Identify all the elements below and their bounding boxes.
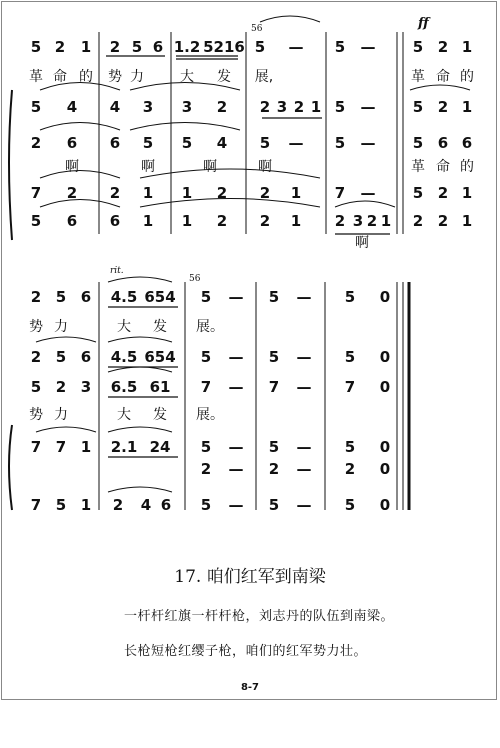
note: 5 xyxy=(412,134,424,152)
note: 2 xyxy=(268,460,280,478)
system-1-notes-row-5 xyxy=(0,212,500,232)
note: 1 xyxy=(142,184,154,202)
time-signature: 56 xyxy=(189,274,201,284)
note: 4 xyxy=(109,98,121,116)
note: — xyxy=(228,460,244,478)
note: 6 xyxy=(160,496,172,514)
note: 0 xyxy=(379,438,391,456)
note: 3 xyxy=(181,98,193,116)
note: 1 xyxy=(310,98,322,116)
note: 5 xyxy=(181,134,193,152)
note: — xyxy=(360,184,376,202)
note: 7 xyxy=(344,378,356,396)
note: 7 xyxy=(334,184,346,202)
lyric: 力 xyxy=(54,407,68,423)
note: 4.5 xyxy=(110,288,138,306)
note: 1 xyxy=(461,212,473,230)
system-1-notes-row-3 xyxy=(0,134,500,154)
note: 2 xyxy=(54,38,66,56)
note: 2 xyxy=(216,212,228,230)
note: 2 xyxy=(437,38,449,56)
system-1-lyrics-row-1 xyxy=(0,66,500,84)
note: 7 xyxy=(268,378,280,396)
note: — xyxy=(296,496,312,514)
system-2-notes-row-5 xyxy=(0,460,500,480)
system-2-notes-row-3 xyxy=(0,378,500,398)
note: 2 xyxy=(437,98,449,116)
note: 5 xyxy=(30,98,42,116)
note: 654 xyxy=(144,288,176,306)
system-2-lyrics-row-2 xyxy=(0,404,500,422)
note: 5 xyxy=(200,288,212,306)
note: — xyxy=(360,134,376,152)
note: — xyxy=(288,134,304,152)
note: — xyxy=(228,438,244,456)
lyric: 的 xyxy=(460,159,474,175)
note: 2 xyxy=(30,348,42,366)
note: 6 xyxy=(109,134,121,152)
system-2-notes-row-6 xyxy=(0,496,500,516)
note: 5 xyxy=(334,98,346,116)
note: 24 xyxy=(149,438,171,456)
lyric: 发 xyxy=(153,319,167,335)
note: 7 xyxy=(200,378,212,396)
note: 5 xyxy=(142,134,154,152)
lyric: 展, xyxy=(254,69,274,85)
note: 4 xyxy=(216,134,228,152)
system-1-notes-row-1 xyxy=(0,38,500,58)
note: — xyxy=(228,496,244,514)
note: 5 xyxy=(254,38,266,56)
note: 2 xyxy=(216,184,228,202)
note: 3 xyxy=(80,378,92,396)
note: 1 xyxy=(80,438,92,456)
note: 2 xyxy=(109,184,121,202)
note: 0 xyxy=(379,288,391,306)
note: 1 xyxy=(461,98,473,116)
system-1-notes-row-2 xyxy=(0,98,500,118)
note: 5 xyxy=(344,288,356,306)
note: 5 xyxy=(268,438,280,456)
note: 5 xyxy=(344,348,356,366)
note: 6 xyxy=(80,348,92,366)
note: — xyxy=(360,98,376,116)
note: 2 xyxy=(216,98,228,116)
lyric: 大 xyxy=(180,69,194,85)
note: 4 xyxy=(66,98,78,116)
note: 5 xyxy=(344,496,356,514)
note: 5 xyxy=(268,348,280,366)
note: 2 xyxy=(55,378,67,396)
note: 5 xyxy=(268,496,280,514)
note: 1 xyxy=(142,212,154,230)
lyric: 展。 xyxy=(196,319,224,335)
note: 5 xyxy=(268,288,280,306)
dynamic-marking: ff xyxy=(418,16,429,31)
note: 1 xyxy=(290,184,302,202)
system-1-lyrics-row-3 xyxy=(0,232,500,250)
note: 5 xyxy=(200,496,212,514)
note: 5 xyxy=(200,438,212,456)
lyric: 力 xyxy=(54,319,68,335)
note: 5 xyxy=(334,134,346,152)
note: 1 xyxy=(181,184,193,202)
lyric: 啊 xyxy=(203,159,217,175)
note: 5 xyxy=(344,438,356,456)
ritardando-marking: rit. xyxy=(110,266,124,276)
lyric: 展。 xyxy=(196,407,224,423)
lyric: 革 xyxy=(29,69,43,85)
system-2-notes-row-1 xyxy=(0,288,500,308)
note: 6 xyxy=(109,212,121,230)
lyric: 发 xyxy=(217,69,231,85)
note: 6 xyxy=(437,134,449,152)
system-2-notes-row-4 xyxy=(0,438,500,458)
note: 2 xyxy=(334,212,346,230)
note: 0 xyxy=(379,496,391,514)
note: 2 xyxy=(437,212,449,230)
note: 2.1 xyxy=(110,438,138,456)
note: 5 xyxy=(30,378,42,396)
note: 6.5 xyxy=(110,378,138,396)
lyric: 命 xyxy=(53,69,67,85)
lyric: 势 xyxy=(29,407,43,423)
note: 1 xyxy=(181,212,193,230)
lyric: 革 xyxy=(411,69,425,85)
note: 1 xyxy=(80,38,92,56)
note: — xyxy=(360,38,376,56)
note: 7 xyxy=(30,496,42,514)
note: 2 xyxy=(366,212,378,230)
note: 2 xyxy=(200,460,212,478)
note: 3 xyxy=(352,212,364,230)
note: — xyxy=(296,288,312,306)
note: — xyxy=(296,438,312,456)
note: 7 xyxy=(30,438,42,456)
note: 2 xyxy=(293,98,305,116)
score-system-2 xyxy=(0,260,500,550)
note: 2 xyxy=(412,212,424,230)
note: — xyxy=(296,460,312,478)
song-verse-1: 一杆杆红旗一杆杆枪，刘志丹的队伍到南梁。 xyxy=(124,609,395,624)
lyric: 命 xyxy=(436,69,450,85)
lyric: 的 xyxy=(79,69,93,85)
system-1-lyrics-row-2 xyxy=(0,156,500,174)
note: 5 xyxy=(55,496,67,514)
lyric: 势 xyxy=(29,319,43,335)
note: 2 xyxy=(437,184,449,202)
lyric: 力 xyxy=(130,69,144,85)
note: 7 xyxy=(30,184,42,202)
note: 3 xyxy=(276,98,288,116)
note: 2 xyxy=(66,184,78,202)
note: 654 xyxy=(144,348,176,366)
note: 2 xyxy=(259,212,271,230)
time-signature: 56 xyxy=(251,24,263,34)
note: 5 xyxy=(412,38,424,56)
note: 6 xyxy=(80,288,92,306)
note: 0 xyxy=(379,348,391,366)
lyric: 啊 xyxy=(355,235,369,251)
lyric: 啊 xyxy=(141,159,155,175)
note: 6 xyxy=(66,134,78,152)
system-2-notes-row-2 xyxy=(0,348,500,368)
note: 5 xyxy=(412,98,424,116)
lyric: 啊 xyxy=(258,159,272,175)
note: 5216 xyxy=(203,38,245,56)
lyric: 啊 xyxy=(65,159,79,175)
lyric: 发 xyxy=(153,407,167,423)
note: 5 xyxy=(259,134,271,152)
note: 6 xyxy=(66,212,78,230)
note: 2 xyxy=(109,38,121,56)
note: 1 xyxy=(380,212,392,230)
note: 1 xyxy=(80,496,92,514)
note: 1 xyxy=(461,184,473,202)
note: 2 xyxy=(344,460,356,478)
system-2-lyrics-row-1 xyxy=(0,316,500,334)
note: 1 xyxy=(290,212,302,230)
note: 4 xyxy=(140,496,152,514)
note: 4.5 xyxy=(110,348,138,366)
note: 1.2 xyxy=(173,38,201,56)
score-system-1 xyxy=(0,0,500,250)
note: 5 xyxy=(412,184,424,202)
note: 5 xyxy=(200,348,212,366)
note: 61 xyxy=(149,378,171,396)
lyric: 大 xyxy=(117,319,131,335)
note: — xyxy=(296,348,312,366)
note: 3 xyxy=(142,98,154,116)
note: 7 xyxy=(55,438,67,456)
note: 5 xyxy=(30,212,42,230)
page-number: 8-7 xyxy=(240,682,260,693)
note: 2 xyxy=(30,288,42,306)
note: 5 xyxy=(334,38,346,56)
system-1-notes-row-4 xyxy=(0,184,500,204)
note: 5 xyxy=(131,38,143,56)
lyric: 大 xyxy=(117,407,131,423)
note: — xyxy=(296,378,312,396)
lyric: 命 xyxy=(436,159,450,175)
note: — xyxy=(228,288,244,306)
lyric: 势 xyxy=(108,69,122,85)
note: 2 xyxy=(112,496,124,514)
note: 5 xyxy=(55,288,67,306)
note: — xyxy=(228,348,244,366)
note: 6 xyxy=(461,134,473,152)
note: 5 xyxy=(55,348,67,366)
note: 5 xyxy=(30,38,42,56)
note: — xyxy=(288,38,304,56)
song-title: 17. 咱们红军到南梁 xyxy=(174,567,326,587)
lyric: 的 xyxy=(460,69,474,85)
note: 0 xyxy=(379,460,391,478)
note: 2 xyxy=(30,134,42,152)
note: 2 xyxy=(259,184,271,202)
note: 2 xyxy=(259,98,271,116)
lyric: 革 xyxy=(411,159,425,175)
song-verse-2: 长枪短枪红缨子枪，咱们的红军势力壮。 xyxy=(124,644,368,659)
note: 1 xyxy=(461,38,473,56)
note: 0 xyxy=(379,378,391,396)
note: 6 xyxy=(152,38,164,56)
note: — xyxy=(228,378,244,396)
